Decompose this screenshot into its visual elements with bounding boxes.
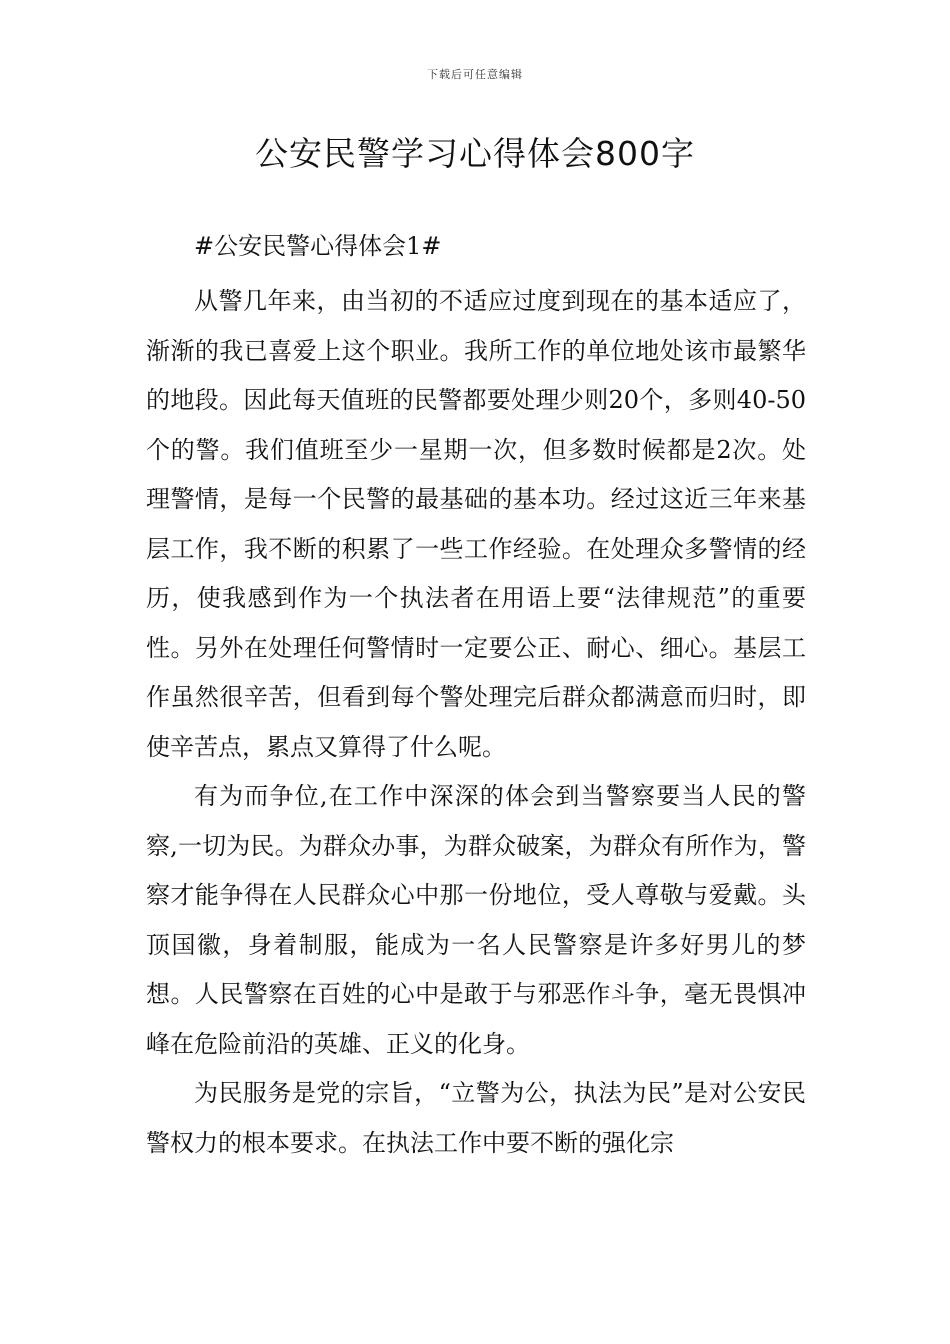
section-heading: #公安民警心得体会1#: [194, 232, 442, 260]
paragraph-3: 为民服务是党的宗旨，“立警为公，执法为民”是对公安民警权力的根本要求。在执法工作中要不断的强化宗: [146, 1079, 806, 1157]
paragraph-1: 从警几年来，由当初的不适应过度到现在的基本适应了，渐渐的我已喜爱上这个职业。我所工作的单位地处该市最繁华的地段。因此每天值班的民警都要处理少则20个，多则40-50个的警。我们值班至少一星期一次，但多数时候都是2次。处理警情，是每一个民警的最基础的基本功。经过这近三年来基层工作，我不断的积累了一些工作经验。在处理众多警情的经历，使我感到作为一个执法者在用语上要“法律规范”的重要性。另外在处理任何警情时一定要公正、耐心、细心。基层工作虽然很辛苦，但看到每个警处理完后群众都满意而归时，即使辛苦点，累点又算得了什么呢。: [146, 287, 806, 761]
document-title: 公安民警学习心得体会800字: [255, 134, 695, 173]
document-body: [146, 222, 806, 1168]
paragraph-2: 有为而争位,在工作中深深的体会到当警察要当人民的警察,一切为民。为群众办事，为群众破案，为群众有所作为，警察才能争得在人民群众心中那一份地位，受人尊敬与爱戴。头顶国徽，身着制服，能成为一名人民警察是许多好男儿的梦想。人民警察在百姓的心中是敢于与邪恶作斗争，毫无畏惧冲峰在危险前沿的英雄、正义的化身。: [146, 782, 806, 1058]
header-note: 下载后可任意编辑: [427, 68, 523, 81]
